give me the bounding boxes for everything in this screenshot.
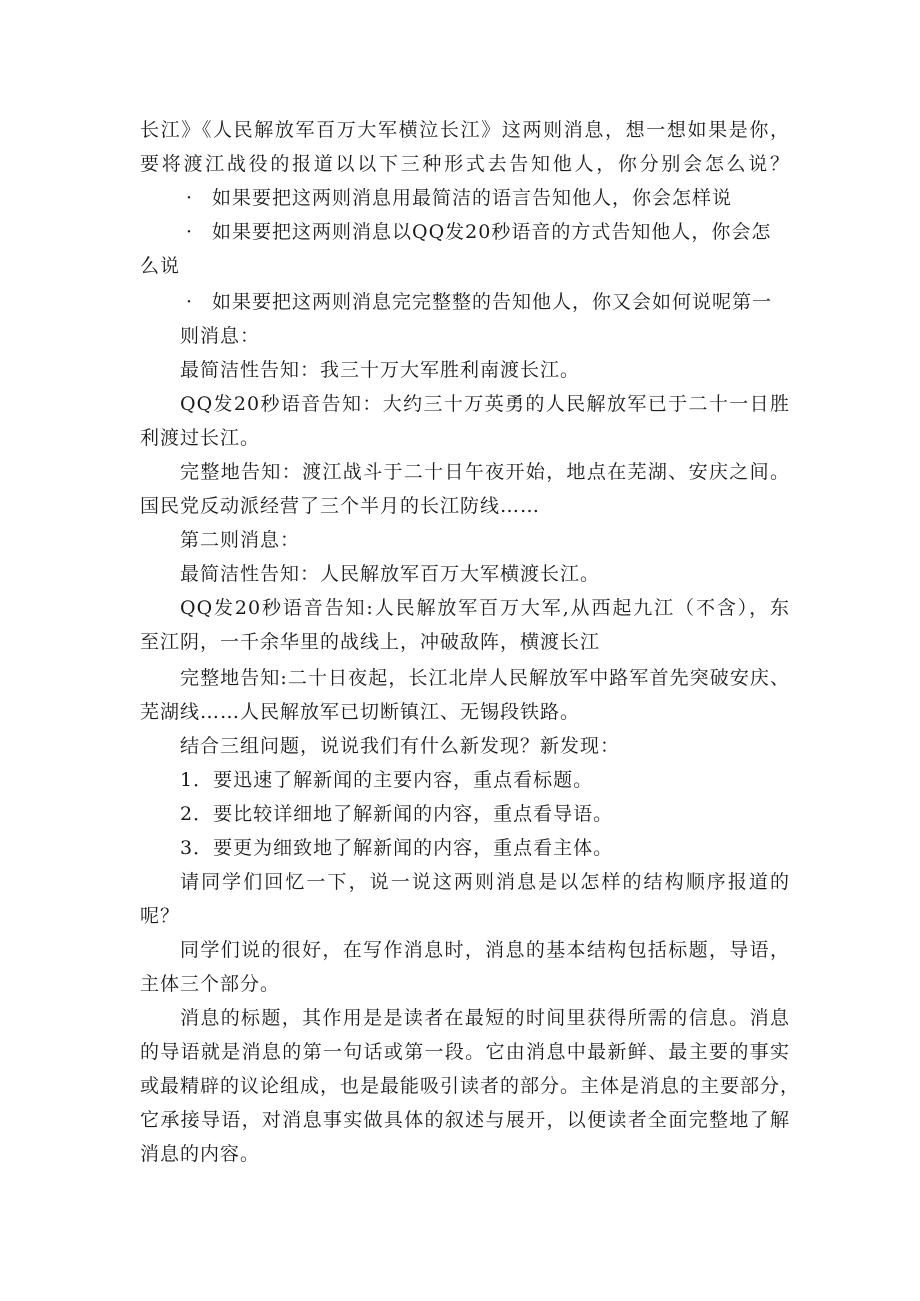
text-line: 么说: [140, 255, 181, 277]
text-line: 3．要更为细致地了解新闻的内容，重点看主体。: [180, 837, 614, 859]
text-line: 消息的内容。: [140, 1143, 261, 1165]
text-line: 如果要把这两则消息以QQ发20秒语音的方式告知他人，你会怎: [212, 221, 772, 243]
text-line: 芜湖线……人民解放军已切断镇江、无锡段铁路。: [140, 701, 581, 723]
text-line: 最简洁性告知：我三十万大军胜利南渡长江。: [180, 359, 581, 381]
text-line: 要将渡江战役的报道以以下三种形式去告知他人，你分别会怎么说？: [140, 153, 790, 175]
text-line: 完整地告知：渡江战斗于二十日午夜开始，地点在芜湖、安庆之间。: [180, 461, 790, 483]
text-line: 结合三组问题，说说我们有什么新发现？新发现：: [180, 735, 621, 757]
bullet-icon: ·: [186, 221, 194, 243]
text-line: 请同学们回忆一下，说一说这两则消息是以怎样的结构顺序报道的: [180, 871, 790, 893]
text-line: 完整地告知:二十日夜起，长江北岸人民解放军中路军首先突破安庆、: [180, 667, 790, 689]
bullet-icon: ·: [186, 187, 194, 209]
text-line: 2．要比较详细地了解新闻的内容，重点看导语。: [180, 803, 614, 825]
text-line: 呢？: [140, 905, 181, 927]
text-line: 它承接导语，对消息事实做具体的叙述与展开，以便读者全面完整地了解: [140, 1109, 790, 1131]
text-line: 主体三个部分。: [140, 973, 281, 995]
bullet-item: [186, 220, 790, 244]
text-line: QQ发20秒语音告知:人民解放军百万大军,从西起九江（不含），东: [180, 597, 790, 619]
bullet-item: [186, 186, 790, 210]
text-line: 至江阴，一千余华里的战线上，冲破敌阵，横渡长江: [140, 631, 601, 653]
text-line: 1．要迅速了解新闻的主要内容，重点看标题。: [180, 769, 594, 791]
text-line: 利渡过长江。: [140, 427, 261, 449]
text-line: 同学们说的很好，在写作消息时，消息的基本结构包括标题，导语，: [180, 939, 790, 961]
text-line: 最简洁性告知：人民解放军百万大军横渡长江。: [180, 563, 601, 585]
text-line: QQ发20秒语音告知：大约三十万英勇的人民解放军已于二十一日胜: [180, 393, 790, 415]
text-line: 则消息：: [180, 325, 261, 347]
text-line: 如果要把这两则消息用最简洁的语言告知他人，你会怎样说: [212, 187, 733, 209]
bullet-icon: ·: [186, 291, 194, 313]
text-line: 消息的标题，其作用是是读者在最短的时间里获得所需的信息。消息: [180, 1007, 790, 1029]
text-line: 或最精辟的议论组成，也是最能吸引读者的部分。主体是消息的主要部分，: [140, 1075, 801, 1097]
text-line: 国民党反动派经营了三个半月的长江防线……: [140, 495, 541, 517]
text-line: 长江》《人民解放军百万大军横泣长江》这两则消息，想一想如果是你，: [140, 119, 790, 141]
text-line: 第二则消息：: [180, 529, 301, 551]
text-line: 如果要把这两则消息完完整整的告知他人，你又会如何说呢第一: [212, 291, 773, 313]
text-line: 的导语就是消息的第一句话或第一段。它由消息中最新鲜、最主要的事实: [140, 1041, 790, 1063]
bullet-item: [186, 290, 790, 314]
